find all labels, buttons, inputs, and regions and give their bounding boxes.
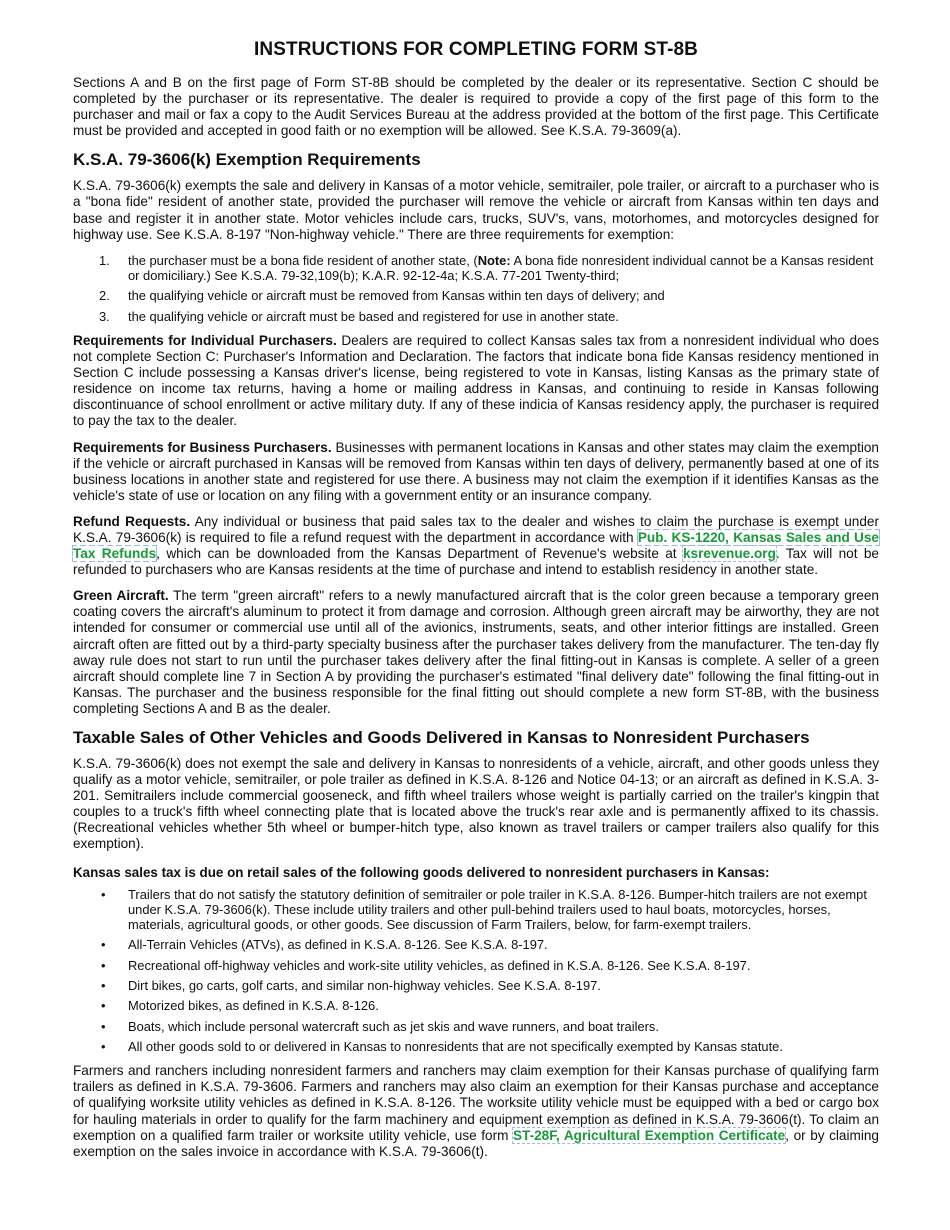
list-item: [73, 887, 879, 933]
taxable-goods-list-heading: Kansas sales tax is due on retail sales of the following goods delivered to nonresident purchasers in Kansas:: [73, 864, 770, 880]
bullet-icon: •: [101, 1038, 106, 1054]
green-aircraft-text: The term "green aircraft" refers to a newly manufactured aircraft that is the color green because a temporary green coating covers the aircraft's aluminum to protect it from damage and corrosion. Although green aircraft may be airworthy, they are not intended for consumer or commercial use until all of the avionics, instruments, seats, and other interior fittings are installed. Green aircraft often are fitted out by a third-party specialty business after the purchaser takes delivery from the manufacturer. The ten-day fly away rule does not start to run until the purchaser takes delivery after the final fitting-out in Kansas is complete. A seller of a green aircraft should complete line 7 in Section A by providing the purchaser's estimated "final delivery date" following the final fitting-out in Kansas. The purchaser and the business responsible for the final fitting out should complete a new form ST-8B, with the business completing Sections A and B as the dealer.: [73, 588, 879, 716]
exemption-requirements-heading: K.S.A. 79-3606(k) Exemption Requirements: [73, 150, 421, 170]
requirement-text-after: A bona fide nonresident individual cannot be a Kansas resident or domiciliary.) See K.S.A. 79-32,109(b); K.A.R. 92-12-4a; K.S.A. 77-201 Twenty-third;: [128, 252, 874, 284]
green-aircraft-paragraph: [73, 588, 879, 717]
individual-purchasers-label: Requirements for Individual Purchasers.: [73, 332, 337, 348]
list-item: [73, 1039, 879, 1054]
pub-ks-1220-link[interactable]: Pub. KS-1220, Kansas Sales and Use Tax Refunds: [73, 529, 879, 562]
list-item: [73, 998, 879, 1013]
bullet-icon: •: [101, 1018, 106, 1034]
ksrevenue-link[interactable]: ksrevenue.org: [682, 546, 776, 562]
list-number: 2.: [99, 288, 110, 304]
note-label: Note:: [477, 252, 511, 268]
list-item: [73, 958, 879, 973]
business-purchasers-paragraph: [73, 440, 879, 504]
list-item-text: Dirt bikes, go carts, golf carts, and similar non-highway vehicles. See K.S.A. 8-197.: [128, 978, 601, 994]
taxable-sales-body-paragraph: K.S.A. 79-3606(k) does not exempt the sale and delivery in Kansas to nonresidents of a vehicle, aircraft, and other goods unless they qualify as a motor vehicle, semitrailer, or pole trailer as defined in K.S.A. 8-126 and Notice 04-13; or an aircraft as defined in K.S.A. 3-201. Semitrailers include commercial gooseneck, and fifth wheel trailers whose weight is partially carried on the trailer's kingpin that couples to a truck's fifth wheel connecting plate that is located above the truck's rear axle and is permanently affixed to its chassis. (Recreational vehicles whether 5th wheel or bumper-hitch type, also known as travel trailers or camper trailers also qualify for this exemption).: [73, 756, 879, 852]
farm-text-2: , or by claiming exemption on the sales invoice in accordance with K.S.A. 79-3606(t).: [73, 1127, 879, 1159]
farm-exemption-paragraph: [73, 1063, 879, 1160]
exemption-body-paragraph: K.S.A. 79-3606(k) exempts the sale and delivery in Kansas of a motor vehicle, semitrailer, pole trailer, or aircraft to a purchaser who is a "bona fide" resident of another state, provided the purchaser will remove the vehicle or aircraft from Kansas within ten days and base and register it in another state. Motor vehicles include cars, trucks, SUV's, vans, motorhomes, and motorcycles designed for highway use. See K.S.A. 8-197 "Non-highway vehicle." There are three requirements for exemption:: [73, 178, 879, 242]
requirement-text: the qualifying vehicle or aircraft must be removed from Kansas within ten days of delivery; and: [128, 288, 665, 304]
requirement-item: [73, 309, 879, 324]
refund-text-2: , which can be downloaded from the Kansas Department of Revenue's website at: [156, 546, 683, 562]
business-purchasers-label: Requirements for Business Purchasers.: [73, 439, 332, 455]
st-28f-link[interactable]: ST-28F, Agricultural Exemption Certificate: [512, 1127, 786, 1143]
list-number: 1.: [99, 252, 110, 268]
requirement-item: [73, 288, 879, 303]
farm-text-1: Farmers and ranchers including nonresident farmers and ranchers may claim exemption for their Kansas purchase of qualifying farm trailers as defined in K.S.A. 79-3606. Farmers and ranchers may also claim an exemption for their Kansas purchase and acceptance of qualifying worksite utility vehicles as defined in K.S.A. 8-126. The worksite utility vehicle must be equipped with a bed or cargo box for hauling materials in order to qualify for the farm machinery and equipment exemption as defined in K.S.A. 79-3606(t). To claim an exemption on a qualified farm trailer or worksite utility vehicle, use form: [73, 1063, 879, 1143]
taxable-goods-list: [73, 887, 879, 1055]
bullet-icon: •: [101, 998, 106, 1014]
list-item-text: All-Terrain Vehicles (ATVs), as defined in K.S.A. 8-126. See K.S.A. 8-197.: [128, 937, 548, 953]
requirement-item: [73, 253, 879, 284]
individual-purchasers-paragraph: [73, 333, 879, 430]
list-item: [73, 1019, 879, 1034]
bullet-icon: •: [101, 957, 106, 973]
refund-text-1: Any individual or business that paid sales tax to the dealer and wishes to claim the purchase is exempt under K.S.A. 79-3606(k) is required to file a refund request with the department in accordance with: [73, 513, 880, 545]
list-item: [73, 978, 879, 993]
requirement-text: the qualifying vehicle or aircraft must be based and registered for use in another state.: [128, 308, 619, 324]
document-title: INSTRUCTIONS FOR COMPLETING FORM ST-8B: [254, 39, 698, 60]
green-aircraft-label: Green Aircraft.: [73, 588, 169, 604]
list-item-text: Motorized bikes, as defined in K.S.A. 8-126.: [128, 998, 379, 1014]
list-item-text: Recreational off-highway vehicles and work-site utility vehicles, as defined in K.S.A. 8-126. See K.S.A. 8-197.: [128, 957, 751, 973]
taxable-sales-heading: Taxable Sales of Other Vehicles and Goods Delivered in Kansas to Nonresident Purchasers: [73, 728, 810, 747]
requirement-text-before: the purchaser must be a bona fide resident of another state, (: [128, 252, 478, 268]
refund-text-3: . Tax will not be refunded to purchasers who are Kansas residents at the time of purchase and intend to establish residency in another state.: [73, 546, 879, 578]
requirements-list: [73, 253, 879, 324]
list-item-text: Trailers that do not satisfy the statutory definition of semitrailer or pole trailer in K.S.A. 8-126. Bumper-hitch trailers are not exempt under K.S.A. 79-3606(k). These include utility trailers and other pull-behind trailers used to haul boats, motorcycles, horses, materials, agricultural goods, or other goods. See discussion of Farm Trailers, below, for farm-exempt trailers.: [128, 886, 867, 933]
refund-requests-paragraph: [73, 514, 879, 578]
list-item: [73, 937, 879, 952]
list-item-text: Boats, which include personal watercraft such as jet skis and wave runners, and boat trailers.: [128, 1018, 659, 1034]
intro-paragraph: Sections A and B on the first page of Form ST-8B should be completed by the dealer or its representative. Section C should be completed by the purchaser or its representative. The dealer is required to provide a copy of the first page of this form to the purchaser and mail or fax a copy to the Audit Services Bureau at the address provided at the bottom of the first page. This Certificate must be provided and accepted in good faith or no exemption will be allowed. See K.S.A. 79-3609(a).: [73, 75, 879, 139]
bullet-icon: •: [101, 886, 106, 902]
bullet-icon: •: [101, 937, 106, 953]
refund-requests-label: Refund Requests.: [73, 513, 191, 529]
business-purchasers-text: Businesses with permanent locations in Kansas and other states may claim the exemption if the vehicle or aircraft purchased in Kansas will be removed from Kansas within ten days of delivery, permanently based at one of its business locations in another state and registered for use there. A business may not claim the exemption if it identifies Kansas as the vehicle's state of use or location on any filing with a government entity or an insurance company.: [73, 439, 879, 503]
individual-purchasers-text: Dealers are required to collect Kansas sales tax from a nonresident individual who does not complete Section C: Purchaser's Information and Declaration. The factors that indicate bona fide Kansas residency mentioned in Section C include possessing a Kansas driver's license, being registered to vote in Kansas, listing Kansas as the primary state of residence on income tax returns, having a home or mailing address in Kansas, and continuing to reside in Kansas following discontinuance of school enrollment or active military duty. If any of these indicia of Kansas residency apply, the purchaser is required to pay the tax to the dealer.: [73, 332, 880, 429]
document-page: [73, 38, 879, 1170]
bullet-icon: •: [101, 978, 106, 994]
list-item-text: All other goods sold to or delivered in Kansas to nonresidents that are not specifically exempted by Kansas statute.: [128, 1038, 783, 1054]
list-number: 3.: [99, 308, 110, 324]
